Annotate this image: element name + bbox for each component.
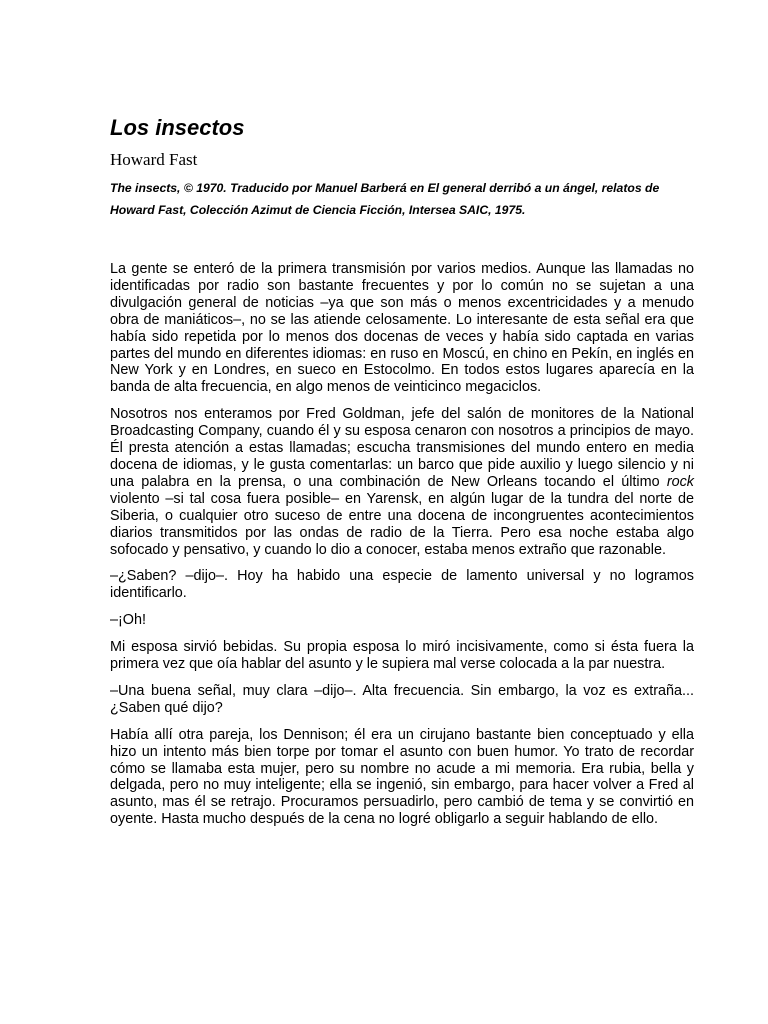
- paragraph-7: Había allí otra pareja, los Dennison; él era un cirujano bastante bien conceptuado y ella hizo un intento más bien torpe por tomar el asunto con buen humor. Yo trato de recordar cómo se llamaba esta mujer, pero su nombre no acude a mi memoria. Era rubia, bella y delgada, pero no muy inteligente; ella se ingenió, sin embargo, para hacer volver a Fred al asunto, mas él se retrajo. Procuramos persuadirlo, pero cambió de tema y se convirtió en oyente. Hasta mucho después de la cena no logré obligarlo a seguir hablando de ello.: [110, 726, 694, 828]
- paragraph-4: –¡Oh!: [110, 612, 146, 629]
- paragraph-2-text-before: Nosotros nos enteramos por Fred Goldman, jefe del salón de monitores de la National Broadcasting Company, cuando él y su esposa cenaron con nosotros a principios de mayo. Él presta atención a estas llamadas; escucha transmisiones del mundo entero en media docena de idiomas, y le gusta comentarlas: un barco que pide auxilio y luego silencio y ni una palabra en la prensa, o una combinación de New Orleans tocando el último: [110, 406, 694, 490]
- paragraph-2-text-after: violento –si tal cosa fuera posible– en Yarensk, en algún lugar de la tundra del norte de Siberia, o cualquier otro suceso de entre una docena de incongruentes acontecimientos diarios transmitidos por las ondas de radio de la Tierra. Pero esa noche estaba algo sofocado y pensativo, y cuando lo dio a conocer, estaba menos extraño que razonable.: [110, 490, 694, 558]
- paragraph-6: –Una buena señal, muy clara –dijo–. Alta frecuencia. Sin embargo, la voz es extraña... ¿Saben qué dijo?: [110, 682, 694, 716]
- story-body: [110, 261, 694, 828]
- document-page: [110, 113, 694, 838]
- paragraph-2-italic-word: rock: [666, 473, 694, 490]
- paragraph-2: [110, 406, 694, 558]
- publication-citation: The insects, © 1970. Traducido por Manuel Barberá en El general derribó a un ángel, relatos de Howard Fast, Colección Azimut de Ciencia Ficción, Intersea SAIC, 1975.: [110, 181, 660, 217]
- paragraph-1: La gente se enteró de la primera transmisión por varios medios. Aunque las llamadas no identificadas por radio son bastante frecuentes y por lo común no se sujetan a una divulgación general de noticias –ya que son más o menos excentricidades y a menudo obra de maniáticos–, no se las atiende celosamente. Lo interesante de esta señal era que había sido repetida por lo menos dos docenas de veces y había sido captada en varias partes del mundo en diferentes idiomas: en ruso en Moscú, en chino en Pekín, en inglés en New York y en Londres, en sueco en Estocolmo. En todos estos lugares aparecía en la banda de alta frecuencia, en algo menos de veinticinco megaciclos.: [110, 261, 694, 396]
- paragraph-3: –¿Saben? –dijo–. Hoy ha habido una especie de lamento universal y no logramos identificarlo.: [110, 568, 694, 602]
- paragraph-5: Mi esposa sirvió bebidas. Su propia esposa lo miró incisivamente, como si ésta fuera la primera vez que oía hablar del asunto y le supiera mal verse colocada a la par nuestra.: [110, 639, 694, 673]
- story-author: Howard Fast: [110, 150, 198, 169]
- story-title: Los insectos: [110, 115, 245, 140]
